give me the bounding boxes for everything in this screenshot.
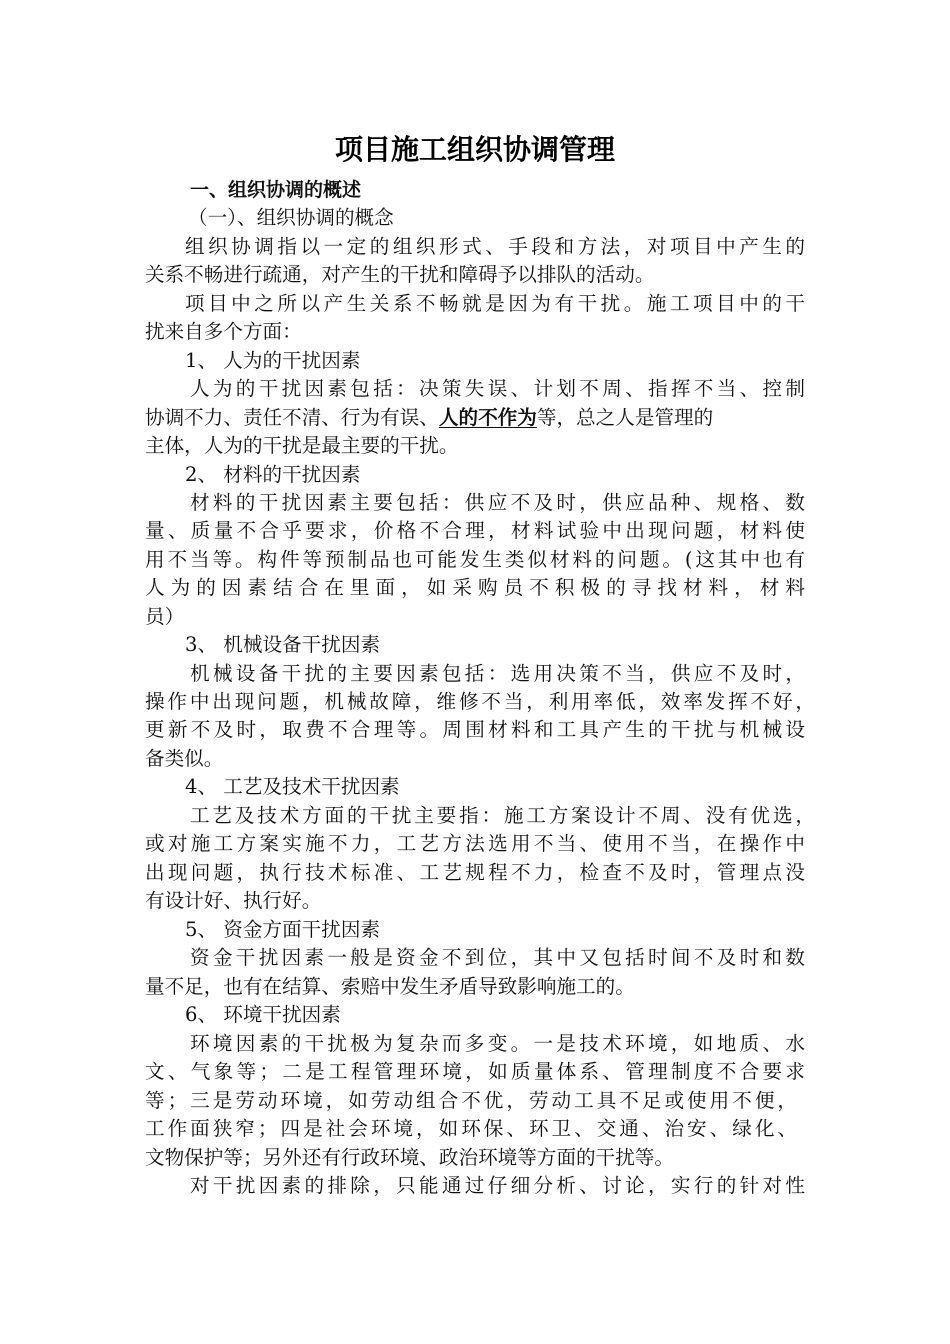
paragraph-line: 材料的干扰因素主要包括：供应不及时，供应品种、规格、数	[190, 491, 805, 514]
paragraph-line: 组织协调指以一定的组织形式、手段和方法，对项目中产生的	[185, 235, 805, 258]
paragraph-line: 员）	[145, 605, 185, 628]
paragraph-line: 操作中出现问题，机械故障，维修不当，利用率低，效率发挥不好，	[145, 690, 815, 713]
paragraph-line: 环境因素的干扰极为复杂而多变。一是技术环境，如地质、水	[190, 1032, 805, 1055]
text-run: 协调不力、责任不清、行为有误、	[145, 406, 439, 429]
paragraph-line: 文物保护等；另外还有行政环境、政治环境等方面的干扰等。	[145, 1146, 675, 1169]
paragraph-line: 关系不畅进行疏通，对产生的干扰和障碍予以排队的活动。	[145, 263, 655, 286]
paragraph-line: 量不足，也有在结算、索赔中发生矛盾导致影响施工的。	[145, 975, 635, 998]
paragraph-line: 项目中之所以产生关系不畅就是因为有干扰。施工项目中的干	[185, 292, 805, 315]
item-heading: 1、 人为的干扰因素	[185, 349, 361, 372]
paragraph-line: 人为的干扰因素包括：决策失误、计划不周、指挥不当、控制	[190, 377, 805, 400]
paragraph-line: 等；三是劳动环境，如劳动组合不优，劳动工具不足或使用不便，	[145, 1089, 797, 1112]
paragraph-line: 工艺及技术方面的干扰主要指：施工方案设计不周、没有优选，	[190, 804, 815, 827]
item-heading: 2、 材料的干扰因素	[185, 463, 361, 486]
paragraph-line: 资金干扰因素一般是资金不到位，其中又包括时间不及时和数	[190, 946, 805, 969]
paragraph-line: 用不当等。构件等预制品也可能发生类似材料的问题。(这其中也有	[145, 548, 805, 571]
paragraph-line: 量、质量不合乎要求，价格不合理，材料试验中出现问题，材料使	[145, 519, 805, 542]
paragraph-line: 有设计好、执行好。	[145, 889, 322, 912]
document-title: 项目施工组织协调管理	[334, 133, 615, 166]
paragraph-line: 人为的因素结合在里面，如采购员不积极的寻找材料，材料	[145, 576, 805, 599]
section-heading: 一、组织协调的概述	[190, 179, 362, 201]
paragraph-line: 机械设备干扰的主要因素包括：选用决策不当，供应不及时，	[190, 662, 805, 685]
item-heading: 6、 环境干扰因素	[185, 1003, 341, 1026]
underlined-emphasis: 人的不作为	[438, 406, 537, 429]
paragraph-line	[145, 404, 805, 432]
item-heading: 4、 工艺及技术干扰因素	[185, 775, 400, 798]
paragraph-line: 主体，人为的干扰是最主要的干扰。	[145, 434, 459, 457]
item-heading: 3、 机械设备干扰因素	[185, 633, 381, 656]
paragraph-line: 文、气象等；二是工程管理环境，如质量体系、管理制度不合要求	[145, 1060, 805, 1083]
paragraph-line: 更新不及时，取费不合理等。周围材料和工具产生的干扰与机械设	[145, 718, 805, 741]
paragraph-line: 备类似。	[145, 747, 224, 770]
item-heading: 5、 资金方面干扰因素	[185, 918, 381, 941]
paragraph-line: 工作面狭窄；四是社会环境，如环保、环卫、交通、治安、绿化、	[145, 1117, 797, 1140]
text-run: 等，总之人是管理的	[536, 406, 714, 429]
paragraph-line: 或对施工方案实施不力，工艺方法选用不当、使用不当，在操作中	[145, 832, 805, 855]
paragraph-line: 对干扰因素的排除，只能通过仔细分析、讨论，实行的针对性	[190, 1174, 805, 1197]
paragraph-line: 扰来自多个方面：	[145, 320, 302, 343]
paragraph-line: 出现问题，执行技术标准、工艺规程不力，检查不及时，管理点没	[145, 861, 805, 884]
subsection-heading: （一）、组织协调的概念	[188, 206, 394, 229]
